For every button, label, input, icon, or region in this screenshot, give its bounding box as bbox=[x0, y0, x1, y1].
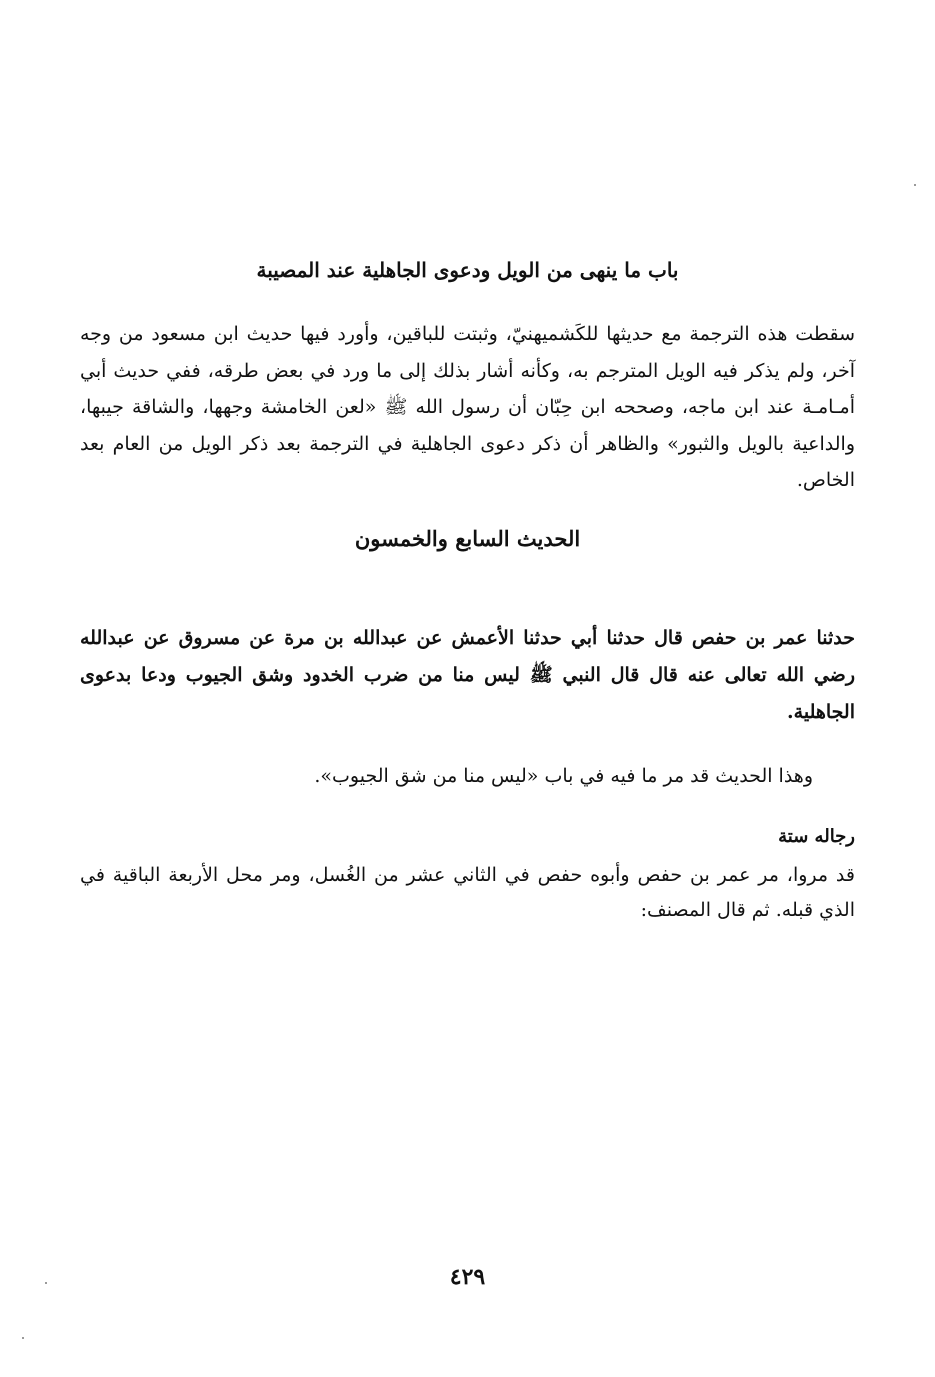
rijal-heading: رجاله ستة bbox=[778, 826, 855, 847]
hadith-title: الحديث السابع والخمسون bbox=[354, 526, 581, 551]
scan-speck bbox=[45, 1282, 47, 1284]
page-number: ٤٢٩ bbox=[449, 1264, 486, 1290]
section-title: باب ما ينهى من الويل ودعوى الجاهلية عند المصيبة bbox=[256, 258, 679, 282]
rijal-paragraph: قد مروا، مر عمر بن حفص وأبوه حفص في الثاني عشر من الغُسل، ومر محل الأربعة الباقية في الذي قبله. ثم قال المصنف: bbox=[80, 864, 855, 921]
hadith-text: حدثنا عمر بن حفص قال حدثنا أبي حدثنا الأعمش عن عبدالله بن مرة عن مسروق عن عبدالله رضي الله تعالى عنه قال قال النبي ﷺ ليس منا من ضرب الخدود وشق الجيوب ودعا بدعوى الجاهلية. bbox=[80, 627, 855, 723]
intro-paragraph: سقطت هذه الترجمة مع حديثها للكَشميهنيّ، وثبتت للباقين، وأورد فيها حديث ابن مسعود من وجه آخر، ولم يذكر فيه الويل المترجم به، وكأنه أشار بذلك إلى ما ورد في بعض طرقه، ففي حديث أبي أمـامـة عند ابن ماجه، وصححه ابن حِبّان أن رسول الله ﷺ «لعن الخامشة وجهها، والشاقة جيبها، والداعية بالويل والثبور» والظاهر أن ذكر دعوى الجاهلية في الترجمة بعد ذكر الويل من العام بعد الخاص. bbox=[80, 323, 855, 491]
note-paragraph: وهذا الحديث قد مر ما فيه في باب «ليس منا من شق الجيوب». bbox=[314, 765, 813, 787]
scan-speck bbox=[914, 184, 916, 186]
scan-speck bbox=[22, 1337, 24, 1339]
